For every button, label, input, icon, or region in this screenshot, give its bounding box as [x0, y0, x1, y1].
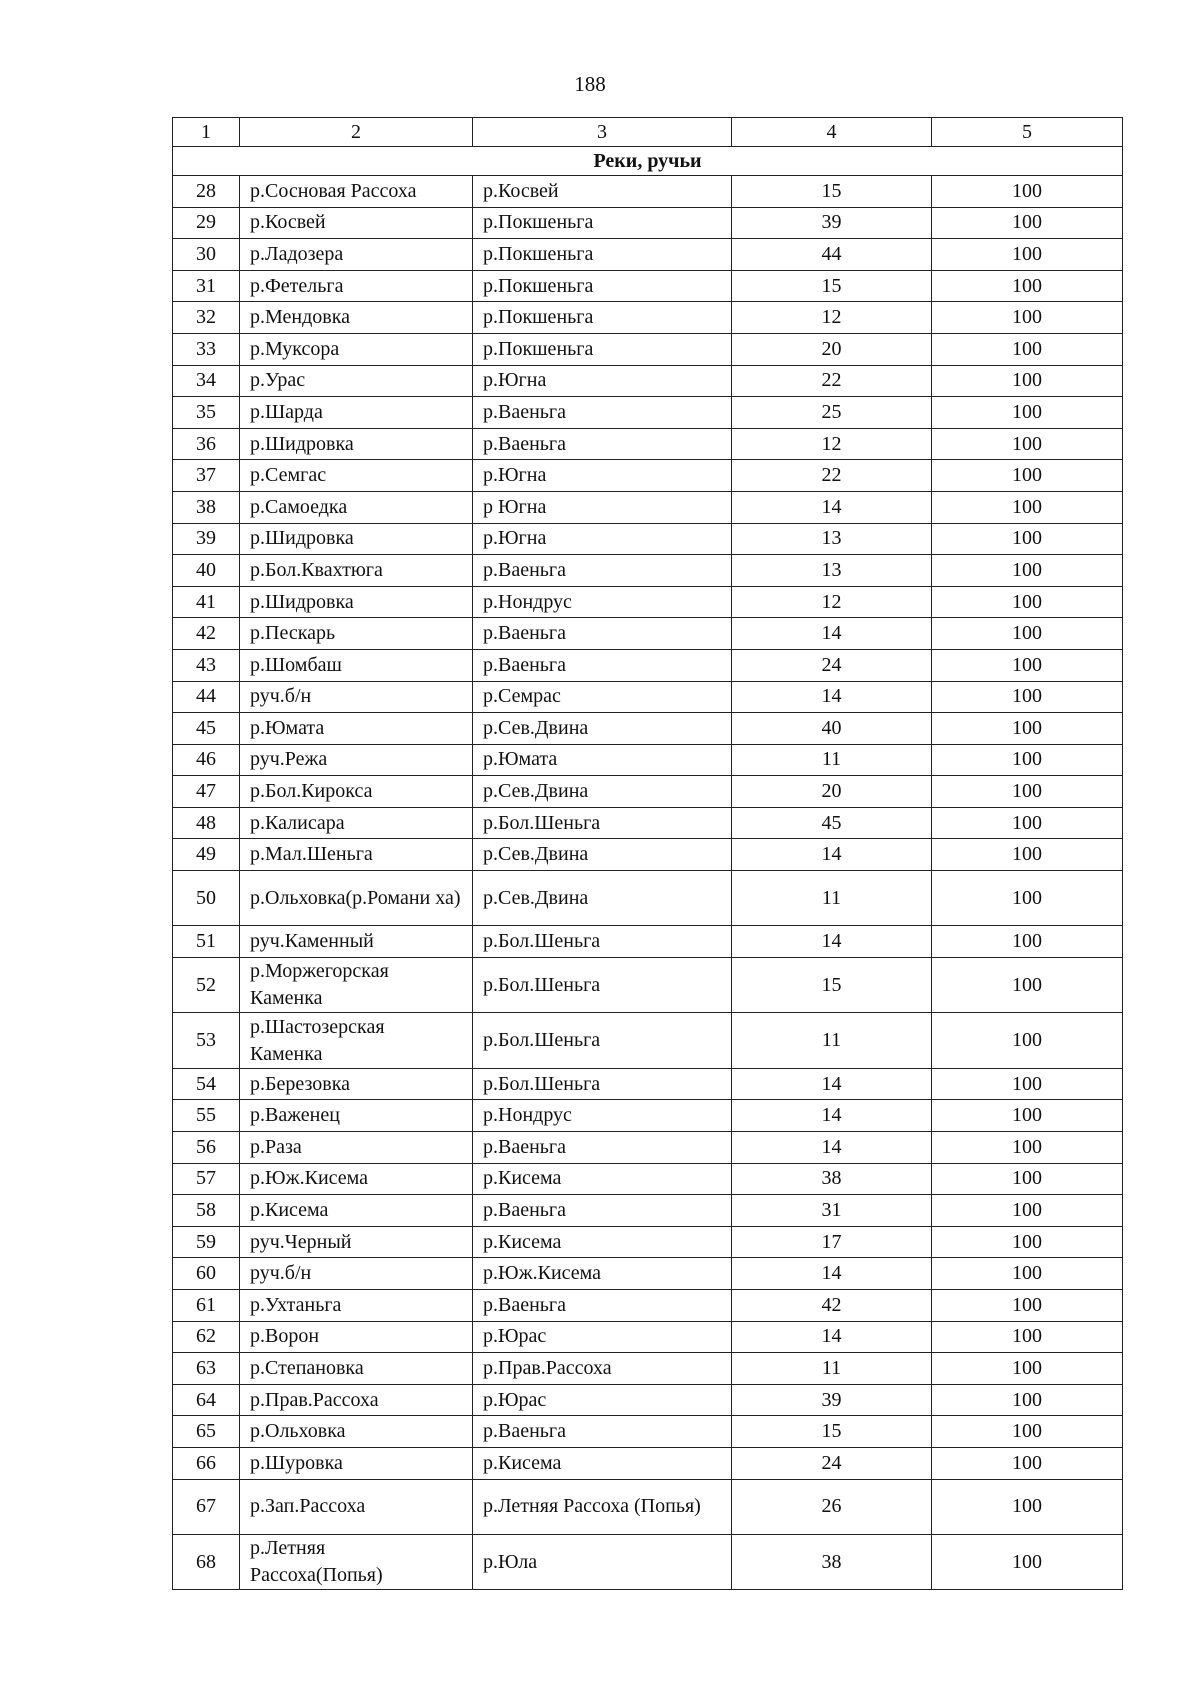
river-name: р.Пескарь: [240, 618, 473, 650]
river-name: р.Ворон: [240, 1321, 473, 1353]
protection-zone-value: 100: [932, 1321, 1123, 1353]
length-value: 42: [732, 1289, 932, 1321]
row-number: 28: [173, 176, 240, 208]
table-row: [173, 1479, 1123, 1534]
river-name: р.Косвей: [240, 207, 473, 239]
flows-into: р.Косвей: [473, 176, 732, 208]
length-value: 31: [732, 1195, 932, 1227]
table-row: [173, 270, 1123, 302]
flows-into: р.Югна: [473, 365, 732, 397]
flows-into: р.Прав.Рассоха: [473, 1353, 732, 1385]
protection-zone-value: 100: [932, 333, 1123, 365]
protection-zone-value: 100: [932, 618, 1123, 650]
length-value: 24: [732, 1447, 932, 1479]
length-value: 13: [732, 555, 932, 587]
river-name: р.Прав.Рассоха: [240, 1384, 473, 1416]
length-value: 22: [732, 365, 932, 397]
flows-into: р.Нондрус: [473, 1100, 732, 1132]
row-number: 61: [173, 1289, 240, 1321]
flows-into: р.Покшеньга: [473, 207, 732, 239]
flows-into: р.Нондрус: [473, 586, 732, 618]
length-value: 14: [732, 618, 932, 650]
row-number: 32: [173, 302, 240, 334]
flows-into: р.Юрас: [473, 1384, 732, 1416]
protection-zone-value: 100: [932, 555, 1123, 587]
table-row: [173, 958, 1123, 1013]
flows-into: р.Ваеньга: [473, 618, 732, 650]
row-number: 43: [173, 649, 240, 681]
row-number: 37: [173, 460, 240, 492]
table-row: [173, 649, 1123, 681]
length-value: 11: [732, 1353, 932, 1385]
column-header: 2: [240, 118, 473, 147]
protection-zone-value: 100: [932, 239, 1123, 271]
table-row: [173, 681, 1123, 713]
river-name: р.Ухтаньга: [240, 1289, 473, 1321]
river-name: р.Семгас: [240, 460, 473, 492]
row-number: 62: [173, 1321, 240, 1353]
row-number: 67: [173, 1479, 240, 1534]
row-number: 51: [173, 926, 240, 958]
protection-zone-value: 100: [932, 807, 1123, 839]
page-number: 188: [574, 72, 606, 96]
row-number: 54: [173, 1068, 240, 1100]
length-value: 11: [732, 1013, 932, 1068]
river-name: руч.б/н: [240, 1258, 473, 1290]
river-name: р.Моржегорская Каменка: [240, 958, 473, 1013]
table-row: [173, 1447, 1123, 1479]
protection-zone-value: 100: [932, 397, 1123, 429]
row-number: 53: [173, 1013, 240, 1068]
flows-into: р.Сев.Двина: [473, 839, 732, 871]
row-number: 29: [173, 207, 240, 239]
flows-into: р.Бол.Шеньга: [473, 958, 732, 1013]
protection-zone-value: 100: [932, 491, 1123, 523]
row-number: 59: [173, 1226, 240, 1258]
table-row: [173, 365, 1123, 397]
protection-zone-value: 100: [932, 302, 1123, 334]
column-header: 3: [473, 118, 732, 147]
flows-into: р.Бол.Шеньга: [473, 926, 732, 958]
protection-zone-value: 100: [932, 1132, 1123, 1164]
river-name: р.Зап.Рассоха: [240, 1479, 473, 1534]
protection-zone-value: 100: [932, 958, 1123, 1013]
river-name: р.Ольховка(р.Романи ха): [240, 871, 473, 926]
river-name: р.Бол.Кирокса: [240, 776, 473, 808]
row-number: 31: [173, 270, 240, 302]
length-value: 12: [732, 302, 932, 334]
flows-into: р.Югна: [473, 523, 732, 555]
length-value: 12: [732, 586, 932, 618]
protection-zone-value: 100: [932, 1447, 1123, 1479]
row-number: 49: [173, 839, 240, 871]
row-number: 56: [173, 1132, 240, 1164]
table-row: [173, 618, 1123, 650]
row-number: 48: [173, 807, 240, 839]
length-value: 39: [732, 1384, 932, 1416]
flows-into: р.Ваеньга: [473, 1132, 732, 1164]
flows-into: р.Юрас: [473, 1321, 732, 1353]
table-row: [173, 1353, 1123, 1385]
table-row: [173, 1321, 1123, 1353]
column-header: 5: [932, 118, 1123, 147]
row-number: 65: [173, 1416, 240, 1448]
flows-into: р.Сев.Двина: [473, 776, 732, 808]
length-value: 14: [732, 1132, 932, 1164]
river-name: р.Шомбаш: [240, 649, 473, 681]
flows-into: р.Ваеньга: [473, 649, 732, 681]
length-value: 20: [732, 333, 932, 365]
protection-zone-value: 100: [932, 1416, 1123, 1448]
flows-into: р.Бол.Шеньга: [473, 1068, 732, 1100]
river-name: р.Березовка: [240, 1068, 473, 1100]
row-number: 41: [173, 586, 240, 618]
river-name: р.Ладозера: [240, 239, 473, 271]
length-value: 25: [732, 397, 932, 429]
length-value: 11: [732, 871, 932, 926]
river-name: р.Мал.Шеньга: [240, 839, 473, 871]
length-value: 24: [732, 649, 932, 681]
row-number: 40: [173, 555, 240, 587]
flows-into: р.Бол.Шеньга: [473, 807, 732, 839]
protection-zone-value: 100: [932, 586, 1123, 618]
river-name: р.Юмата: [240, 713, 473, 745]
river-name: р.Раза: [240, 1132, 473, 1164]
row-number: 60: [173, 1258, 240, 1290]
protection-zone-value: 100: [932, 365, 1123, 397]
flows-into: р Югна: [473, 491, 732, 523]
table-row: [173, 207, 1123, 239]
table-row: [173, 1226, 1123, 1258]
section-title: Реки, ручьи: [173, 147, 1123, 176]
river-name: р.Шидровка: [240, 586, 473, 618]
flows-into: р.Кисема: [473, 1163, 732, 1195]
length-value: 14: [732, 1068, 932, 1100]
table-row: [173, 460, 1123, 492]
row-number: 68: [173, 1534, 240, 1589]
length-value: 26: [732, 1479, 932, 1534]
row-number: 57: [173, 1163, 240, 1195]
row-number: 55: [173, 1100, 240, 1132]
length-value: 15: [732, 958, 932, 1013]
length-value: 22: [732, 460, 932, 492]
table-row: [173, 1100, 1123, 1132]
length-value: 39: [732, 207, 932, 239]
table-row: [173, 713, 1123, 745]
table-row: [173, 397, 1123, 429]
river-name: руч.б/н: [240, 681, 473, 713]
flows-into: р.Сев.Двина: [473, 713, 732, 745]
flows-into: р.Летняя Рассоха (Попья): [473, 1479, 732, 1534]
protection-zone-value: 100: [932, 1068, 1123, 1100]
row-number: 64: [173, 1384, 240, 1416]
river-name: р.Бол.Квахтюга: [240, 555, 473, 587]
river-name: р.Фетельга: [240, 270, 473, 302]
flows-into: р.Ваеньга: [473, 1195, 732, 1227]
protection-zone-value: 100: [932, 1013, 1123, 1068]
protection-zone-value: 100: [932, 1258, 1123, 1290]
table-row: [173, 839, 1123, 871]
protection-zone-value: 100: [932, 523, 1123, 555]
flows-into: р.Ваеньга: [473, 555, 732, 587]
flows-into: р.Югна: [473, 460, 732, 492]
length-value: 15: [732, 270, 932, 302]
flows-into: р.Покшеньга: [473, 239, 732, 271]
river-name: р.Ольховка: [240, 1416, 473, 1448]
length-value: 44: [732, 239, 932, 271]
table-row: [173, 176, 1123, 208]
length-value: 12: [732, 428, 932, 460]
flows-into: р.Сев.Двина: [473, 871, 732, 926]
river-name: р.Самоедка: [240, 491, 473, 523]
row-number: 34: [173, 365, 240, 397]
length-value: 14: [732, 681, 932, 713]
row-number: 35: [173, 397, 240, 429]
length-value: 15: [732, 176, 932, 208]
section-header-row: [173, 147, 1123, 176]
table-row: [173, 1163, 1123, 1195]
flows-into: р.Покшеньга: [473, 270, 732, 302]
protection-zone-value: 100: [932, 1384, 1123, 1416]
table-row: [173, 1195, 1123, 1227]
flows-into: р.Ваеньга: [473, 428, 732, 460]
flows-into: р.Ваеньга: [473, 1416, 732, 1448]
row-number: 30: [173, 239, 240, 271]
table-row: [173, 1384, 1123, 1416]
table-row: [173, 1258, 1123, 1290]
row-number: 47: [173, 776, 240, 808]
length-value: 14: [732, 1258, 932, 1290]
protection-zone-value: 100: [932, 1479, 1123, 1534]
river-name: руч.Каменный: [240, 926, 473, 958]
length-value: 15: [732, 1416, 932, 1448]
protection-zone-value: 100: [932, 839, 1123, 871]
protection-zone-value: 100: [932, 1534, 1123, 1589]
river-name: р.Шидровка: [240, 523, 473, 555]
table-row: [173, 1289, 1123, 1321]
row-number: 39: [173, 523, 240, 555]
protection-zone-value: 100: [932, 1163, 1123, 1195]
table-row: [173, 428, 1123, 460]
river-name: р.Урас: [240, 365, 473, 397]
rivers-table: [172, 117, 1123, 1590]
row-number: 46: [173, 744, 240, 776]
length-value: 14: [732, 491, 932, 523]
length-value: 38: [732, 1163, 932, 1195]
table-row: [173, 333, 1123, 365]
column-header: 1: [173, 118, 240, 147]
table-row: [173, 302, 1123, 334]
river-name: р.Важенец: [240, 1100, 473, 1132]
protection-zone-value: 100: [932, 207, 1123, 239]
protection-zone-value: 100: [932, 681, 1123, 713]
flows-into: р.Ваеньга: [473, 397, 732, 429]
river-name: р.Степановка: [240, 1353, 473, 1385]
row-number: 52: [173, 958, 240, 1013]
protection-zone-value: 100: [932, 649, 1123, 681]
flows-into: р.Покшеньга: [473, 302, 732, 334]
length-value: 14: [732, 1321, 932, 1353]
table-row: [173, 1068, 1123, 1100]
row-number: 63: [173, 1353, 240, 1385]
row-number: 38: [173, 491, 240, 523]
row-number: 36: [173, 428, 240, 460]
protection-zone-value: 100: [932, 1353, 1123, 1385]
protection-zone-value: 100: [932, 776, 1123, 808]
length-value: 45: [732, 807, 932, 839]
table-row: [173, 523, 1123, 555]
protection-zone-value: 100: [932, 1226, 1123, 1258]
river-name: р.Калисара: [240, 807, 473, 839]
length-value: 14: [732, 1100, 932, 1132]
river-name: р.Кисема: [240, 1195, 473, 1227]
flows-into: р.Юмата: [473, 744, 732, 776]
table-row: [173, 239, 1123, 271]
flows-into: р.Ваеньга: [473, 1289, 732, 1321]
column-header-row: [173, 118, 1123, 147]
length-value: 13: [732, 523, 932, 555]
flows-into: р.Бол.Шеньга: [473, 1013, 732, 1068]
table-row: [173, 926, 1123, 958]
row-number: 44: [173, 681, 240, 713]
protection-zone-value: 100: [932, 176, 1123, 208]
river-name: р.Юж.Кисема: [240, 1163, 473, 1195]
river-name: р.Летняя Рассоха(Попья): [240, 1534, 473, 1589]
length-value: 14: [732, 926, 932, 958]
table-row: [173, 1132, 1123, 1164]
river-name: р.Мендовка: [240, 302, 473, 334]
row-number: 50: [173, 871, 240, 926]
protection-zone-value: 100: [932, 1195, 1123, 1227]
flows-into: р.Юж.Кисема: [473, 1258, 732, 1290]
table-row: [173, 871, 1123, 926]
river-name: руч.Черный: [240, 1226, 473, 1258]
protection-zone-value: 100: [932, 926, 1123, 958]
river-name: р.Муксора: [240, 333, 473, 365]
table-row: [173, 586, 1123, 618]
table-row: [173, 1534, 1123, 1589]
protection-zone-value: 100: [932, 713, 1123, 745]
flows-into: р.Семрас: [473, 681, 732, 713]
table-row: [173, 1013, 1123, 1068]
protection-zone-value: 100: [932, 428, 1123, 460]
flows-into: р.Кисема: [473, 1447, 732, 1479]
flows-into: р.Кисема: [473, 1226, 732, 1258]
flows-into: р.Покшеньга: [473, 333, 732, 365]
row-number: 66: [173, 1447, 240, 1479]
river-name: руч.Режа: [240, 744, 473, 776]
length-value: 17: [732, 1226, 932, 1258]
table-row: [173, 807, 1123, 839]
river-name: р.Сосновая Рассоха: [240, 176, 473, 208]
table-row: [173, 1416, 1123, 1448]
row-number: 58: [173, 1195, 240, 1227]
table-row: [173, 776, 1123, 808]
river-name: р.Шидровка: [240, 428, 473, 460]
length-value: 20: [732, 776, 932, 808]
protection-zone-value: 100: [932, 460, 1123, 492]
river-name: р.Шарда: [240, 397, 473, 429]
table-row: [173, 744, 1123, 776]
row-number: 42: [173, 618, 240, 650]
protection-zone-value: 100: [932, 1100, 1123, 1132]
length-value: 14: [732, 839, 932, 871]
protection-zone-value: 100: [932, 1289, 1123, 1321]
row-number: 33: [173, 333, 240, 365]
table-row: [173, 491, 1123, 523]
length-value: 11: [732, 744, 932, 776]
flows-into: р.Юла: [473, 1534, 732, 1589]
protection-zone-value: 100: [932, 270, 1123, 302]
length-value: 38: [732, 1534, 932, 1589]
river-name: р.Шуровка: [240, 1447, 473, 1479]
length-value: 40: [732, 713, 932, 745]
river-name: р.Шастозерская Каменка: [240, 1013, 473, 1068]
protection-zone-value: 100: [932, 744, 1123, 776]
table-row: [173, 555, 1123, 587]
column-header: 4: [732, 118, 932, 147]
row-number: 45: [173, 713, 240, 745]
protection-zone-value: 100: [932, 871, 1123, 926]
